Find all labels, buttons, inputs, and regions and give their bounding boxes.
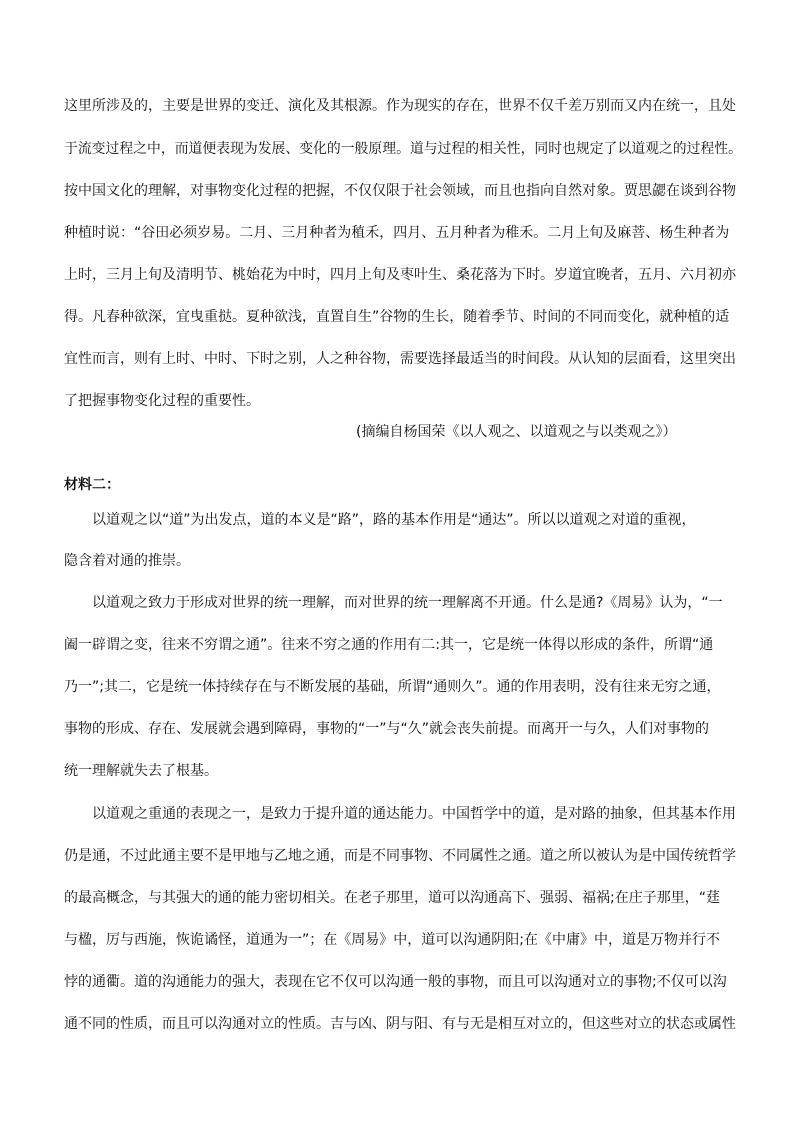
section-heading: 材料二： (64, 477, 120, 493)
paragraph-line: 上时，三月上旬及清明节、桃始花为中时，四月上旬及枣叶生、桑花落为下时。岁道宜晚者，五月、六月初亦 (64, 267, 736, 283)
paragraph-line: 阖一辟谓之变，往来不穷谓之通”。往来不穷之通的作用有二:其一，它是统一体得以形成的条件，所谓“通 (64, 637, 714, 653)
paragraph-line: 于流变过程之中，而道便表现为发展、变化的一般原理。道与过程的相关性，同时也规定了以道观之的过程性。 (64, 141, 742, 157)
paragraph-line: 悖的通衢。道的沟通能力的强大，表现在它不仅可以沟通一般的事物，而且可以沟通对立的事物;不仅可以沟 (64, 974, 727, 990)
paragraph-line: 隐含着对通的推崇。 (64, 553, 190, 569)
paragraph-line: 按中国文化的理解，对事物变化过程的把握，不仅仅限于社会领域，而且也指向自然对象。贾思勰在谈到谷物 (64, 183, 736, 199)
section2-text (64, 0, 742, 1123)
paragraph-line: 得。凡春种欲深，宜曳重挞。夏种欲浅，直置自生”谷物的生长，随着季节、时间的不同而变化，就种植的适 (64, 309, 730, 325)
paragraph-line: 乃一”;其二，它是统一体持续存在与不断发展的基础，所谓“通则久”。通的作用表明，没有往来无穷之通， (64, 679, 721, 695)
paragraph-line: 以道观之致力于形成对世界的统一理解，而对世界的统一理解离不开通。什么是通?《周易》认为，“一 (92, 595, 723, 611)
paragraph-line: 的最高概念，与其强大的通的能力密切相关。在老子那里，道可以沟通高下、强弱、福祸;在庄子那里，“莛 (64, 890, 720, 906)
paragraph-line: 仍是通，不过此通主要不是甲地与乙地之通，而是不同事物、不同属性之通。道之所以被认为是中国传统哲学 (64, 848, 736, 864)
paragraph-line: 种植时说：“谷田必须岁易。二月、三月种者为稙禾，四月、五月种者为稚禾。二月上旬及麻菩、杨生种者为 (64, 225, 730, 241)
paragraph-line: 这里所涉及的，主要是世界的变迁、演化及其根源。作为现实的存在，世界不仅千差万别而又内在统一，且处 (64, 98, 736, 114)
paragraph-line: 了把握事物变化过程的重要性。 (64, 393, 260, 409)
paragraph-line: 统一理解就失去了根基。 (64, 763, 218, 779)
paragraph-line: 以道观之以“道”为出发点，道的本义是“路”，路的基本作用是“通达”。所以以道观之对道的重视， (92, 512, 696, 528)
paragraph-line: 以道观之重通的表现之一，是致力于提升道的通达能力。中国哲学中的道，是对路的抽象，但其基本作用 (92, 806, 736, 822)
paragraph-line: 与楹，厉与西施，恢诡谲怪，道通为一”；在《周易》中，道可以沟通阴阳;在《中庸》中，道是万物并行不 (64, 932, 720, 948)
source-citation: (摘编自杨国荣《以人观之、以道观之与以类观之》） (356, 424, 677, 440)
paragraph-line: 事物的形成、存在、发展就会遇到障碍，事物的“一”与“久”就会丧失前提。而离开一与久，人们对事物的 (64, 721, 710, 737)
paragraph-line: 通不同的性质，而且可以沟通对立的性质。吉与凶、阴与阳、有与无是相互对立的，但这些对立的状态或属性 (64, 1016, 736, 1032)
paragraph-line: 宜性而言，则有上时、中时、下时之别，人之种谷物，需要选择最适当的时间段。从认知的层面看，这里突出 (64, 351, 736, 367)
